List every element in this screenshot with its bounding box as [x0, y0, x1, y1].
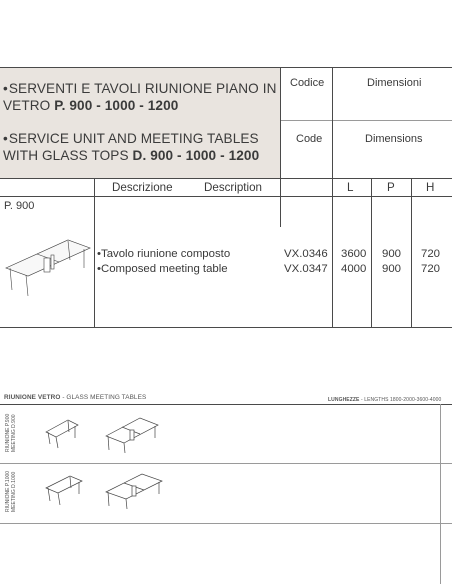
header-top-line — [0, 67, 452, 68]
p-row-1: 900 — [382, 248, 402, 260]
row1-label-b: MEETING D.900 — [11, 414, 17, 452]
row1-divider — [0, 463, 452, 464]
bottom-title-line — [0, 404, 452, 405]
column-header-top-line — [0, 178, 452, 179]
header-mid-line — [280, 120, 452, 121]
column-header-bottom-line — [0, 196, 452, 197]
l-header: L — [347, 181, 354, 194]
col-divider-l — [332, 178, 333, 328]
large-table-icon-row2 — [104, 470, 164, 510]
col-divider-h — [411, 178, 412, 328]
desc-italian-text: Tavolo riunione composto — [101, 248, 231, 260]
lengths-rest: - LENGTHS 1800-2000-3600-4000 — [359, 397, 442, 403]
codice-label: Codice — [290, 77, 325, 89]
h-header: H — [426, 181, 435, 194]
size-label: P. 900 — [4, 200, 35, 212]
h-row-1: 720 — [421, 248, 441, 260]
bottom-title-bold: RIUNIONE VETRO — [4, 394, 61, 401]
col-divider-desc — [94, 178, 95, 328]
col-divider-p — [371, 178, 372, 328]
large-table-icon-row1 — [104, 414, 160, 454]
lengths-bold: LUNGHEZZE — [328, 397, 360, 403]
descrizione-header: Descrizione — [112, 181, 173, 194]
title-italian-size: P. 900 - 1000 - 1200 — [54, 98, 179, 113]
code-row-1: VX.0346 — [284, 248, 328, 260]
bottom-right-border — [440, 404, 441, 584]
row1-label-a: RIUNIONE P.900 — [5, 413, 11, 452]
desc-english-text: Composed meeting table — [101, 263, 228, 275]
title-italian-text: SERVENTI E TAVOLI RIUNIONE PIANO IN VETRO — [3, 81, 277, 113]
l-row-2: 4000 — [341, 263, 367, 275]
h-row-2: 720 — [421, 263, 441, 275]
row2-divider — [0, 523, 452, 524]
dimensioni-label: Dimensioni — [367, 77, 422, 89]
code-label: Code — [296, 133, 323, 145]
table-drawing — [4, 228, 92, 298]
description-header: Description — [204, 181, 262, 194]
title-english: •SERVICE UNIT AND MEETING TABLES WITH GLASS TOPS D. 900 - 1000 - 1200 — [3, 131, 260, 163]
title-italian: •SERVENTI E TAVOLI RIUNIONE PIANO IN VETRO P. 900 - 1000 - 1200 — [3, 81, 277, 113]
table-bottom-line — [0, 327, 452, 328]
lengths-label — [328, 397, 441, 403]
bottom-title-rest: - GLASS MEETING TABLES — [60, 394, 147, 401]
small-table-icon-row1 — [44, 414, 80, 450]
bottom-title — [4, 394, 146, 401]
desc-english: •Composed meeting table — [97, 263, 228, 275]
row2-label-a: RIUNIONE P.1000 — [5, 470, 11, 512]
code-row-2: VX.0347 — [284, 263, 328, 275]
p-row-2: 900 — [382, 263, 402, 275]
header-divider-dimensions — [332, 67, 333, 178]
row2-label-b: MEETING D.1000 — [11, 471, 17, 512]
desc-italian: •Tavolo riunione composto — [97, 248, 231, 260]
small-table-icon-row2 — [44, 470, 84, 506]
title-english-text: SERVICE UNIT AND MEETING TABLES WITH GLASS TOPS — [3, 131, 259, 163]
dimensions-label: Dimensions — [365, 133, 423, 145]
l-row-1: 3600 — [341, 248, 367, 260]
title-english-size: D. 900 - 1000 - 1200 — [132, 148, 260, 163]
header-divider-code — [280, 67, 281, 227]
p-header: P — [387, 181, 395, 194]
